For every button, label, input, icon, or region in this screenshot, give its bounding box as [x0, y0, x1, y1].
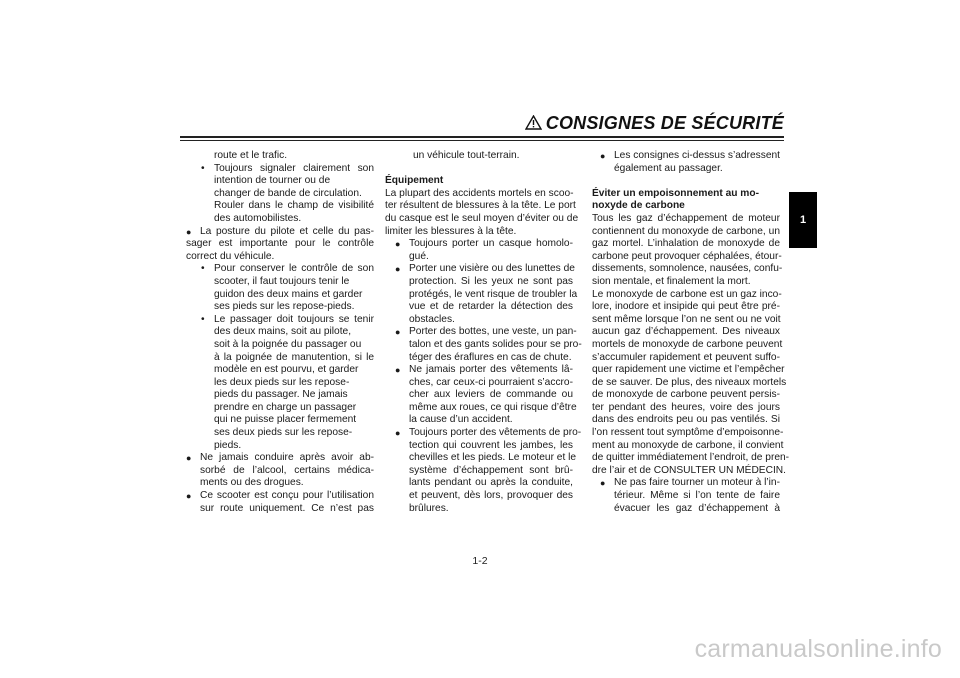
text-line-row	[186, 213, 374, 226]
bullet-icon: ●	[186, 453, 192, 464]
text-line-row	[592, 452, 790, 465]
text-line: lants pendant ou après la conduite,	[409, 477, 573, 489]
text-line-row	[592, 439, 784, 453]
text-line-row	[385, 377, 573, 390]
text-line-row	[385, 490, 573, 503]
text-line-row	[385, 452, 577, 465]
text-line-row	[592, 352, 780, 365]
text-column-1	[186, 150, 374, 515]
text-line-row	[385, 389, 573, 402]
text-line: ter pendant des heures, voire des jours	[592, 401, 780, 413]
text-line: l’on ressent tout symptôme d’empoisonne-	[592, 427, 784, 439]
text-line: carbone peut provoquer céphalées, étour-	[592, 250, 782, 262]
text-line-row	[385, 238, 573, 251]
text-line: quer rapidement une victime et l’empêcher	[592, 364, 785, 376]
text-line-row	[186, 490, 374, 503]
text-line: pieds du passager. Ne jamais	[214, 389, 348, 401]
text-line: vue et de retarder la détection des	[409, 301, 573, 313]
text-line: les deux pieds sur les repose-	[214, 376, 350, 388]
text-line-row	[385, 251, 573, 264]
text-line-row	[592, 376, 787, 390]
text-line-row	[186, 263, 374, 276]
text-line: La posture du pilote et celle du pas-	[200, 225, 374, 237]
text-line: soit à la poignée du passager ou	[214, 338, 362, 350]
text-line: Tous les gaz d’échappement de moteur	[592, 212, 780, 224]
text-line: sur route uniquement. Ce n’est pas	[200, 502, 374, 514]
section-title-text: CONSIGNES DE SÉCURITÉ	[545, 113, 784, 133]
text-line: Ne jamais porter des vêtements lâ-	[409, 364, 573, 376]
text-line: Les consignes ci-dessus s’adressent	[614, 150, 780, 161]
text-line-row	[186, 352, 374, 365]
text-line: changer de bande de circulation.	[214, 187, 362, 199]
text-line-row	[592, 414, 780, 427]
text-line: s’accumuler rapidement et peuvent suffo-	[592, 351, 780, 363]
text-line: Toujours porter un casque homolo-	[409, 238, 573, 250]
text-line-row	[186, 326, 374, 339]
text-line-row	[592, 163, 780, 176]
text-line-row	[385, 288, 578, 302]
text-line-row	[385, 338, 582, 352]
section-title	[525, 113, 784, 135]
text-line-row	[186, 238, 374, 251]
bullet-icon: ●	[186, 226, 192, 237]
text-line-row	[385, 188, 573, 201]
text-line: Pour conserver le contrôle de son	[214, 263, 374, 275]
text-line-row	[186, 402, 374, 415]
text-line: et peuvent, dès lors, provoquer des	[409, 490, 573, 502]
bullet-icon: ●	[600, 151, 606, 161]
text-line-row	[385, 477, 573, 490]
text-line: lore, inodore et insipide qui peut être pré-	[592, 301, 780, 313]
text-line: tection qui couvrent les jambes, les	[409, 439, 573, 451]
text-line-row	[186, 200, 374, 213]
text-line-row	[385, 326, 577, 339]
text-line-row	[186, 452, 374, 465]
text-line-row	[385, 401, 577, 415]
header-rule	[180, 136, 784, 138]
text-line-row	[592, 276, 780, 289]
bullet-icon: ●	[395, 239, 401, 250]
text-line: guidon des deux mains et garder	[214, 288, 363, 300]
text-line: ment au monoxyde de carbone, il convient	[592, 439, 784, 451]
text-line: ter résultent de blessures à la tête. Le port	[385, 200, 576, 212]
page-header	[180, 113, 784, 139]
text-line-row	[592, 338, 783, 352]
text-column-3	[592, 150, 790, 515]
text-line: modèle en est pourvu, et garder	[214, 364, 359, 376]
text-line-row	[592, 326, 780, 339]
text-line-row	[186, 503, 374, 516]
text-line-row	[385, 414, 573, 427]
text-line: qui ne puisse placer fermement	[214, 414, 357, 426]
text-line-row	[592, 263, 783, 276]
text-line-row	[385, 263, 573, 276]
text-line: ses deux pieds sur les repose-	[214, 427, 353, 439]
text-line: sion mentale, et finalement la mort.	[592, 275, 751, 287]
text-line: sorbé de l’alcool, certains médica-	[200, 464, 374, 476]
text-line-row	[592, 289, 780, 302]
text-line: dre l’air et de CONSULTER UN MÉDECIN.	[592, 464, 786, 476]
paragraph-gap	[385, 163, 573, 176]
sub-bullet-icon: •	[201, 162, 205, 174]
text-line: aucun gaz d’échappement. Des niveaux	[592, 326, 780, 338]
text-line-row	[592, 314, 780, 327]
text-line: ses pieds sur les repose-pieds.	[214, 301, 355, 313]
text-line-row	[385, 212, 579, 226]
header-rule-thin	[180, 140, 784, 141]
text-line: des deux mains, soit au pilote,	[214, 326, 352, 338]
text-line: protection. Si les yeux ne sont pas	[409, 275, 573, 287]
text-line: de monoxyde de carbone peuvent persis-	[592, 389, 780, 401]
bullet-icon: ●	[600, 478, 606, 489]
text-line-row	[592, 427, 784, 440]
text-line: Rouler dans le champ de visibilité	[214, 200, 374, 212]
text-line: limiter les blessures à la tête.	[385, 225, 517, 237]
text-line: noxyde de carbone	[592, 200, 685, 212]
text-line: Porter une visière ou des lunettes de	[409, 263, 575, 275]
text-line-row	[385, 175, 573, 188]
text-line-row	[186, 289, 374, 302]
text-line-row	[186, 477, 374, 490]
text-line: pieds.	[214, 439, 242, 451]
text-line-row	[186, 226, 374, 239]
text-line: Le passager doit toujours se tenir	[214, 313, 374, 325]
text-line-row	[385, 352, 573, 365]
text-line-row	[385, 314, 573, 327]
text-line-row	[385, 226, 573, 239]
bullet-icon: ●	[395, 264, 401, 275]
text-line: Éviter un empoisonnement au mo-	[592, 187, 759, 199]
sub-bullet-icon: •	[201, 313, 205, 325]
text-line-row	[592, 226, 780, 239]
text-line-row	[592, 402, 780, 415]
text-line: un véhicule tout-terrain.	[413, 150, 520, 161]
text-line: sent même lorsque l’on ne sent ou ne voit	[592, 313, 781, 325]
text-line: des automobilistes.	[214, 212, 302, 224]
text-line-row	[186, 414, 374, 427]
text-line: Toujours signaler clairement son	[214, 162, 374, 174]
text-line: Toujours porter des vêtements de pro-	[409, 427, 582, 439]
text-line: intention de tourner ou de	[214, 175, 331, 187]
text-line: scooter, il faut toujours tenir le	[214, 275, 350, 287]
text-line-row	[385, 503, 573, 516]
text-line: Ne jamais conduire après avoir ab-	[200, 452, 374, 464]
page-number: 1-2	[472, 555, 488, 567]
text-line-row	[385, 150, 573, 163]
text-line: dissements, somnolence, nausées, confu-	[592, 263, 783, 275]
text-line: prendre en charge un passager	[214, 401, 357, 413]
text-line: évacuer les gaz d’échappement à	[614, 502, 780, 514]
paragraph-gap	[592, 175, 780, 188]
text-line-row	[592, 364, 785, 377]
text-line-row	[592, 150, 780, 163]
text-line: de quitter immédiatement l’endroit, de pren-	[592, 452, 790, 464]
bullet-icon: ●	[186, 491, 192, 502]
text-line-row	[592, 200, 780, 213]
text-line: gué.	[409, 250, 429, 262]
text-line-row	[186, 175, 374, 188]
text-line: système d’échappement sont brû-	[409, 464, 573, 476]
text-line: même aux roues, ce qui risque d’être	[409, 401, 577, 413]
text-line-row	[186, 364, 374, 377]
text-line-row	[592, 238, 780, 251]
text-line: également au passager.	[614, 162, 723, 174]
text-line: téger des éraflures en cas de chute.	[409, 351, 572, 363]
bullet-icon: ●	[395, 428, 401, 439]
text-line-row	[592, 213, 780, 226]
text-line: de se sauver. De plus, des niveaux mortels	[592, 376, 787, 388]
text-line-row	[186, 377, 374, 390]
text-line-row	[385, 301, 573, 314]
bullet-icon: ●	[395, 327, 401, 338]
text-line-row	[592, 490, 780, 503]
text-line: Équipement	[385, 175, 444, 187]
text-line: à la poignée de manutention, si le	[214, 351, 374, 363]
text-line-row	[186, 314, 374, 327]
text-line: correct du véhicule.	[186, 250, 275, 262]
text-line: protégés, le vent risque de troubler la	[409, 288, 578, 300]
text-column-2	[385, 150, 582, 515]
text-line-row	[186, 251, 374, 264]
text-line: brûlures.	[409, 502, 449, 514]
text-line: sager est importante pour le contrôle	[186, 238, 374, 250]
text-line-row	[385, 200, 576, 213]
text-line: cher aux leviers de commande ou	[409, 389, 573, 401]
text-line-row	[186, 276, 374, 289]
text-line-row	[385, 465, 573, 478]
text-line-row	[592, 389, 780, 402]
text-line-row	[186, 301, 374, 314]
text-line: gaz mortel. L’inhalation de monoxyde de	[592, 238, 780, 250]
text-line-row	[592, 464, 786, 478]
text-line: La plupart des accidents mortels en scoo-	[385, 187, 574, 199]
text-line: ments ou des drogues.	[200, 477, 304, 489]
text-line: ches, car ceux-ci pourraient s’accro-	[409, 376, 573, 388]
text-line-row	[592, 251, 780, 264]
text-line-row	[592, 188, 780, 201]
text-line: du casque est le seul moyen d’éviter ou de	[385, 212, 579, 224]
text-line: térieur. Même si l’on tente de faire	[614, 490, 780, 502]
text-line: obstacles.	[409, 313, 455, 325]
text-line-row	[592, 477, 780, 490]
text-line-row	[186, 150, 374, 163]
text-line-row	[186, 465, 374, 478]
sub-bullet-icon: •	[201, 263, 205, 275]
text-line-row	[385, 427, 582, 440]
text-line: mortels de monoxyde de carbone peuvent	[592, 338, 783, 350]
warning-triangle-icon	[525, 114, 542, 135]
text-line-row	[186, 163, 374, 176]
text-line-row	[186, 440, 374, 453]
text-line-row	[592, 301, 780, 314]
chapter-tab: 1	[789, 192, 817, 248]
text-line: route et le trafic.	[214, 150, 288, 161]
text-line: chevilles et les pieds. Le moteur et le	[409, 452, 577, 464]
text-line: talon et des gants solides pour se pro-	[409, 338, 582, 350]
text-line: Ce scooter est conçu pour l’utilisation	[200, 490, 374, 502]
text-line: dans des endroits peu ou pas ventilés. Si	[592, 414, 780, 426]
text-line: contiennent du monoxyde de carbone, un	[592, 225, 780, 237]
bullet-icon: ●	[395, 365, 401, 376]
text-line-row	[186, 188, 374, 201]
text-line: Porter des bottes, une veste, un pan-	[409, 326, 577, 338]
text-line-row	[385, 440, 573, 453]
watermark: carmanualsonline.info	[694, 635, 942, 663]
text-line-row	[385, 276, 573, 289]
text-line-row	[186, 427, 374, 440]
text-line-row	[385, 364, 573, 377]
text-line-row	[186, 389, 374, 402]
text-line: la cause d’un accident.	[409, 414, 513, 426]
text-line: Le monoxyde de carbone est un gaz inco-	[592, 288, 782, 300]
text-line-row	[592, 503, 780, 516]
text-line: Ne pas faire tourner un moteur à l’in-	[614, 477, 780, 489]
text-line-row	[186, 339, 374, 352]
